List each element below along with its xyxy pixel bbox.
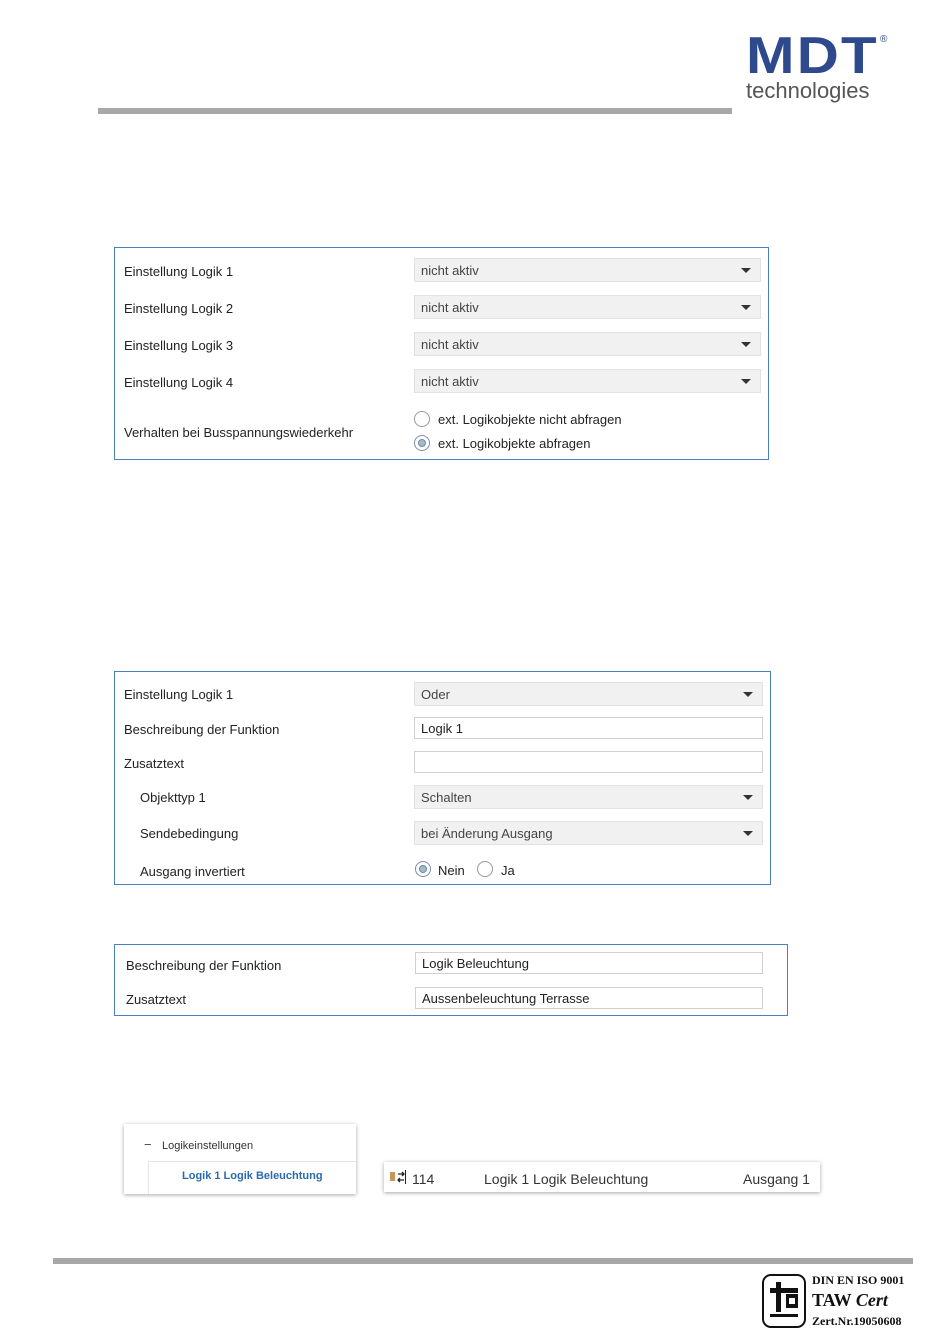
logic-4-label: Einstellung Logik 4 — [124, 375, 234, 390]
bus-option-no-query-label: ext. Logikobjekte nicht abfragen — [438, 412, 622, 427]
send-condition-value: bei Änderung Ausgang — [421, 826, 553, 841]
function-description-label: Beschreibung der Funktion — [124, 722, 280, 737]
footer-divider — [53, 1258, 913, 1264]
communication-object-icon — [390, 1170, 406, 1184]
logic-2-value: nicht aktiv — [421, 300, 479, 315]
object-name: Logik 1 Logik Beleuchtung — [484, 1171, 649, 1187]
cert-issuer-taw: TAW — [812, 1290, 856, 1310]
invert-yes-label: Ja — [501, 863, 515, 878]
cert-number: Zert.Nr.19050608 — [812, 1314, 902, 1328]
object-type-dropdown[interactable] — [414, 785, 763, 809]
logic-3-label: Einstellung Logik 3 — [124, 338, 234, 353]
cert-standard: DIN EN ISO 9001 — [812, 1273, 905, 1287]
chevron-down-icon — [743, 795, 753, 800]
chevron-down-icon — [741, 379, 751, 384]
function-description-input[interactable]: Logik 1 — [414, 717, 763, 739]
logic-1-label: Einstellung Logik 1 — [124, 264, 234, 279]
bus-option-query-radio[interactable] — [414, 435, 430, 451]
logic-overview-panel — [114, 247, 769, 460]
logic-4-dropdown[interactable] — [414, 369, 761, 393]
logic-type-value: Oder — [421, 687, 450, 702]
bus-recovery-label: Verhalten bei Busspannungswiederkehr — [124, 425, 354, 440]
logo-registered-mark: ® — [880, 34, 888, 45]
logo-subtitle: technologies — [746, 78, 870, 103]
logic-1-value: nicht aktiv — [421, 263, 479, 278]
invert-no-label: Nein — [438, 863, 465, 878]
logic-1-dropdown[interactable] — [414, 258, 761, 282]
tree-divider — [148, 1161, 356, 1162]
example-additional-label: Zusatztext — [126, 992, 186, 1007]
chevron-down-icon — [743, 692, 753, 697]
logic-2-dropdown[interactable] — [414, 295, 761, 319]
output-inverted-label: Ausgang invertiert — [140, 864, 245, 879]
chevron-down-icon — [741, 342, 751, 347]
cert-issuer-cert: Cert — [855, 1290, 888, 1310]
communication-object-row[interactable] — [384, 1162, 820, 1192]
invert-yes-radio[interactable] — [477, 861, 493, 877]
header-divider — [98, 108, 732, 114]
cert-issuer — [812, 1290, 888, 1311]
example-additional-input[interactable]: Aussenbeleuchtung Terrasse — [415, 987, 763, 1009]
tree-item-logic-1[interactable]: Logik 1 Logik Beleuchtung — [182, 1170, 323, 1182]
logic-2-label: Einstellung Logik 2 — [124, 301, 234, 316]
object-number: 114 — [412, 1171, 435, 1187]
tree-item-logic-settings[interactable]: Logikeinstellungen — [162, 1140, 254, 1152]
function-description-example-panel — [114, 944, 788, 1016]
mdt-logo — [744, 27, 894, 106]
chevron-down-icon — [743, 831, 753, 836]
bus-option-query-label: ext. Logikobjekte abfragen — [438, 436, 591, 451]
example-description-label: Beschreibung der Funktion — [126, 958, 282, 973]
logic-3-value: nicht aktiv — [421, 337, 479, 352]
additional-text-input[interactable] — [414, 751, 763, 773]
tree-guide-line — [148, 1161, 149, 1194]
example-description-input[interactable]: Logik Beleuchtung — [415, 952, 763, 974]
chevron-down-icon — [741, 305, 751, 310]
bus-option-no-query-radio[interactable] — [414, 411, 430, 427]
navigation-tree — [124, 1124, 356, 1194]
taw-cert-logo-icon — [762, 1274, 806, 1328]
logic-type-dropdown[interactable] — [414, 682, 763, 706]
object-type-label: Objekttyp 1 — [140, 790, 206, 805]
object-function: Ausgang 1 — [743, 1171, 810, 1187]
logic-1-settings-panel — [114, 671, 771, 885]
iso-certification-badge — [760, 1272, 920, 1332]
additional-text-label: Zusatztext — [124, 756, 184, 771]
logic-type-label: Einstellung Logik 1 — [124, 687, 234, 702]
object-type-value: Schalten — [421, 790, 472, 805]
chevron-down-icon — [741, 268, 751, 273]
collapse-icon[interactable]: − — [144, 1137, 152, 1152]
logic-3-dropdown[interactable] — [414, 332, 761, 356]
logo-wordmark: MDT — [746, 27, 879, 85]
invert-no-radio[interactable] — [415, 861, 431, 877]
logic-4-value: nicht aktiv — [421, 374, 479, 389]
send-condition-dropdown[interactable] — [414, 821, 763, 845]
send-condition-label: Sendebedingung — [140, 826, 239, 841]
